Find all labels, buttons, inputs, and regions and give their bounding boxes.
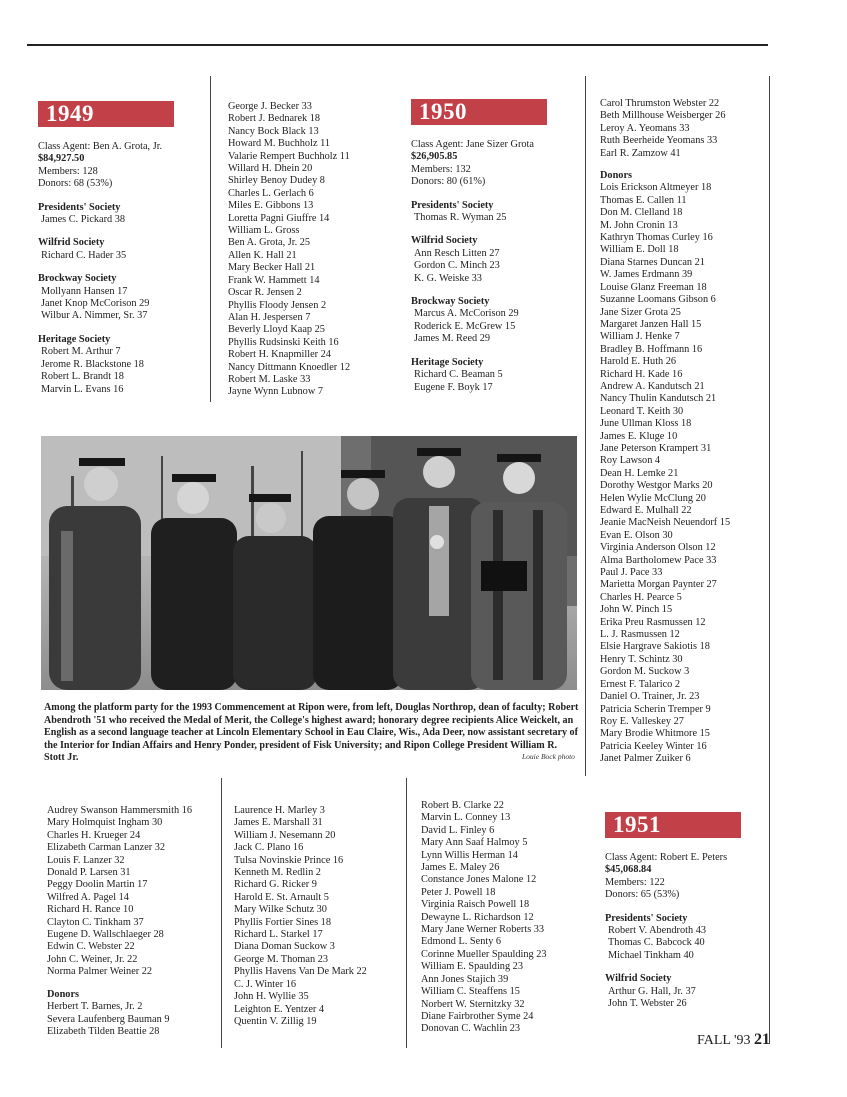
list-item: Leroy A. Yeomans 33 — [600, 122, 690, 134]
list-item: Mary Becker Hall 21 — [228, 262, 316, 274]
list-item: John T. Webster 26 — [608, 998, 687, 1010]
list-item: June Ullman Kloss 18 — [600, 418, 692, 430]
list-item: William J. Henke 7 — [600, 331, 680, 343]
list-item: Ann Resch Litten 27 — [414, 247, 500, 259]
list-item: Lois Erickson Altmeyer 18 — [600, 182, 712, 194]
list-item: Helen Wylie McClung 20 — [600, 492, 706, 504]
list-item: George M. Thoman 23 — [234, 953, 328, 965]
list-item: Diana Starnes Duncan 21 — [600, 256, 705, 268]
list-item: Nancy Bock Black 13 — [228, 125, 319, 137]
list-item: Norma Palmer Weiner 22 — [47, 966, 153, 978]
list-item: Richard H. Kade 16 — [600, 368, 683, 380]
list-item: Robert L. Brandt 18 — [41, 371, 124, 383]
column-divider — [585, 76, 586, 776]
donors-list — [600, 182, 730, 765]
list-item: William E. Doll 18 — [600, 244, 679, 256]
list-item: Jane Sizer Grota 25 — [600, 306, 681, 318]
class-amount: $84,927.50 — [38, 153, 85, 165]
column-divider — [406, 778, 407, 1048]
societies-1950 — [411, 200, 547, 394]
list-item: James E. Maley 26 — [421, 862, 500, 874]
list-item: Peter J. Powell 18 — [421, 886, 496, 898]
year-banner-1949: 1949 — [38, 101, 174, 127]
donors-heading: Donors — [47, 988, 80, 1000]
year-banner-1950: 1950 — [411, 99, 547, 125]
list-item: Erika Preu Rasmussen 12 — [600, 616, 706, 628]
list-item: Loretta Pagni Giuffre 14 — [228, 212, 330, 224]
list-item: Beth Millhouse Weisberger 26 — [600, 110, 726, 122]
list-item: Richard L. Starkel 17 — [234, 929, 323, 941]
list-item: Edwin C. Webster 22 — [47, 941, 135, 953]
list-item: Jerome R. Blackstone 18 — [41, 358, 144, 370]
society-heading: Presidents' Society — [605, 912, 688, 924]
page-footer — [697, 1031, 770, 1049]
list-item: L. J. Rasmussen 12 — [600, 629, 680, 641]
list-item: Donald P. Larsen 31 — [47, 867, 131, 879]
societies-1949 — [38, 202, 174, 396]
list-item: Marietta Morgan Paynter 27 — [600, 579, 717, 591]
list-item: George J. Becker 33 — [228, 101, 312, 112]
list-item: Bradley B. Hoffmann 16 — [600, 343, 703, 355]
list-item: Howard M. Buchholz 11 — [228, 138, 330, 150]
class-1950-continued — [600, 98, 730, 766]
class-amount: $45,068.84 — [605, 864, 652, 876]
commencement-photo — [41, 436, 577, 690]
list-item: Wilbur A. Nimmer, Sr. 37 — [41, 310, 148, 322]
list-item: Marvin L. Conney 13 — [421, 812, 511, 824]
list-item: Mary Holmquist Ingham 30 — [47, 817, 163, 829]
list-item: Richard C. Hader 35 — [41, 249, 127, 261]
list-item: Wilfred A. Pagel 14 — [47, 891, 129, 903]
list-item: Richard H. Rance 10 — [47, 904, 134, 916]
list-item: Carol Thrumston Webster 22 — [600, 98, 720, 109]
column-divider — [769, 76, 770, 1044]
list-item: K. G. Weiske 33 — [414, 272, 482, 284]
list-item: Gordon C. Minch 23 — [414, 260, 500, 272]
list-item: Oscar R. Jensen 2 — [228, 287, 302, 299]
society-heading: Heritage Society — [411, 356, 484, 368]
list-item: Dean H. Lemke 21 — [600, 467, 679, 479]
photo-illustration — [41, 436, 577, 690]
list-item: Robert V. Abendroth 43 — [608, 925, 707, 937]
list-item: Harold E. St. Arnault 5 — [234, 891, 329, 903]
page-number: 21 — [753, 1031, 770, 1048]
list-item: Margaret Janzen Hall 15 — [600, 318, 702, 330]
list-item: James M. Reed 29 — [414, 333, 491, 345]
list-item: Phyllis Floody Jensen 2 — [228, 299, 327, 311]
list-item: Robert M. Laske 33 — [228, 373, 311, 385]
list-item: Audrey Swanson Hammersmith 16 — [47, 805, 192, 816]
list-item: Jeanie MacNeish Neuendorf 15 — [600, 517, 731, 529]
year-banner-1951: 1951 — [605, 812, 741, 838]
list-item: Kenneth M. Redlin 2 — [234, 867, 321, 879]
list-item: Valarie Rempert Buchholz 11 — [228, 150, 350, 162]
list-item: Paul J. Pace 33 — [600, 567, 663, 579]
list-item: Roderick E. McGrew 15 — [414, 320, 516, 332]
list-item: Henry T. Schintz 30 — [600, 653, 683, 665]
list-item: Phyllis Havens Van De Mark 22 — [234, 966, 367, 978]
class-agent: Class Agent: Jane Sizer Grota — [411, 139, 534, 150]
list-item: Diana Doman Suckow 3 — [234, 941, 335, 953]
list-item: Mary Brodie Whitmore 15 — [600, 728, 710, 740]
class-1949-continued — [228, 101, 350, 399]
list-item: Charles H. Krueger 24 — [47, 829, 141, 841]
list-item: Virginia Anderson Olson 12 — [600, 542, 716, 554]
list-item: Patricia Keeley Winter 16 — [600, 740, 707, 752]
list-item: Robert B. Clarke 22 — [421, 800, 504, 811]
list-item: Ann Jones Stajich 39 — [421, 973, 509, 985]
list-item: Constance Jones Malone 12 — [421, 874, 537, 886]
list-item: Marvin L. Evans 16 — [41, 383, 124, 395]
list-item: Dorothy Westgor Marks 20 — [600, 480, 713, 492]
list-item: Herbert T. Barnes, Jr. 2 — [47, 1001, 143, 1013]
list-item: Robert J. Bednarek 18 — [228, 113, 321, 125]
list-item: Richard G. Ricker 9 — [234, 879, 317, 891]
list-item: Ben A. Grota, Jr. 25 — [228, 237, 311, 249]
list-item: Jane Peterson Krampert 31 — [600, 442, 712, 454]
list-item: Charles L. Gerlach 6 — [228, 187, 314, 199]
list-item: Michael Tinkham 40 — [608, 949, 694, 961]
list-item: Eugene D. Wallschlaeger 28 — [47, 929, 164, 941]
list-item: Suzanne Loomans Gibson 6 — [600, 294, 716, 306]
list-item: Nancy Dittmann Knoedler 12 — [228, 361, 351, 373]
list-item: Diane Fairbrother Syme 24 — [421, 1010, 534, 1022]
list-item: Janet Palmer Zuiker 6 — [600, 753, 691, 765]
list-item: Andrew A. Kandutsch 21 — [600, 380, 705, 392]
list-item: Nancy Thulin Kandutsch 21 — [600, 393, 717, 405]
list-item: William C. Steaffens 15 — [421, 986, 520, 998]
photo-caption: Among the platform party for the 1993 Commencement at Ripon were, from left, Douglas Northrop, dean of faculty; Robert Abendroth '51 who received the Medal of Merit, the College's highest award; honorary degree recipients Alice Weickelt, an English as a second language teacher at Lincoln Elementary School in Eau Claire, Wis., Ada Deer, now assistant secretary of the Interior for Indian Affairs and Henry Ponder, president of Fisk University; and Ripon College President William R. Stott Jr. — [44, 702, 579, 764]
list-item: Jayne Wynn Lubnow 7 — [228, 386, 323, 398]
society-heading: Wilfrid Society — [605, 973, 672, 985]
bottom-column-3 — [421, 800, 547, 1036]
list-item: Leighton E. Yentzer 4 — [234, 1003, 325, 1015]
society-heading: Wilfrid Society — [38, 237, 105, 249]
list-item: Gordon M. Suckow 3 — [600, 666, 690, 678]
list-item: Daniel O. Trainer, Jr. 23 — [600, 691, 700, 703]
donors-list — [47, 1001, 192, 1038]
list-item: Norbert W. Sternitzky 32 — [421, 998, 525, 1010]
list-item: Earl R. Zamzow 41 — [600, 147, 681, 159]
list-item: Louis F. Lanzer 32 — [47, 854, 125, 866]
list-item: Severa Laufenberg Bauman 9 — [47, 1013, 170, 1025]
list-item: John H. Wyllie 35 — [234, 991, 309, 1003]
list-item: Allen K. Hall 21 — [228, 249, 297, 261]
list-item: Beverly Lloyd Kaap 25 — [228, 324, 325, 336]
class-agent: Class Agent: Robert E. Peters — [605, 852, 728, 863]
list-item: Clayton C. Tinkham 37 — [47, 916, 144, 928]
societies-1951 — [605, 913, 741, 1011]
list-item: John C. Weiner, Jr. 22 — [47, 953, 138, 965]
class-amount: $26,905.85 — [411, 151, 458, 163]
list-item: Willard H. Dhein 20 — [228, 163, 313, 175]
list-item: Edmond L. Senty 6 — [421, 936, 502, 948]
list-item: Thomas E. Callen 11 — [600, 194, 687, 206]
list-item: Edward E. Mulhall 22 — [600, 505, 692, 516]
list-item: Mary Ann Saaf Halmoy 5 — [421, 837, 528, 849]
column-divider — [221, 778, 222, 1048]
list-item: Donovan C. Wachlin 23 — [421, 1023, 521, 1035]
list-item: William J. Nesemann 20 — [234, 829, 336, 841]
list-item: Peggy Doolin Martin 17 — [47, 879, 148, 891]
list-item: Quentin V. Zillig 19 — [234, 1015, 317, 1027]
list-item: Phyllis Rudsinski Keith 16 — [228, 336, 339, 348]
class-1949-column — [38, 101, 174, 396]
list-item: Shirley Benoy Dudey 8 — [228, 175, 325, 187]
class-1950-column — [411, 99, 547, 394]
list-item: Evan E. Olson 30 — [600, 529, 673, 541]
list-item: Dewayne L. Richardson 12 — [421, 911, 534, 923]
list-item: Alan H. Jespersen 7 — [228, 311, 311, 323]
top-rule — [27, 44, 768, 46]
list-item: Arthur G. Hall, Jr. 37 — [608, 985, 696, 997]
list-item: James E. Kluge 10 — [600, 430, 678, 442]
list-item: Thomas R. Wyman 25 — [414, 212, 507, 224]
list-item: Elsie Hargrave Sakiotis 18 — [600, 641, 710, 653]
names-list — [47, 805, 192, 979]
society-heading: Presidents' Society — [411, 199, 494, 211]
column-divider — [210, 76, 211, 402]
list-item: Don M. Clelland 18 — [600, 207, 683, 219]
list-item: Elizabeth Carman Lanzer 32 — [47, 842, 166, 854]
list-item: Roy Lawson 4 — [600, 455, 661, 467]
class-donors: Donors: 65 (53%) — [605, 889, 680, 901]
list-item: Louise Glanz Freeman 18 — [600, 281, 707, 293]
list-item: Mary Jane Werner Roberts 33 — [421, 924, 545, 936]
bottom-column-2 — [234, 805, 367, 1028]
list-item: William L. Gross — [228, 225, 300, 237]
list-item: Kathryn Thomas Curley 16 — [600, 232, 713, 244]
list-item: Frank W. Hammett 14 — [228, 274, 320, 286]
list-item: Miles E. Gibbons 13 — [228, 200, 314, 212]
list-item: Laurence H. Marley 3 — [234, 805, 325, 816]
list-item: Jack C. Plano 16 — [234, 842, 304, 854]
list-item: Virginia Raisch Powell 18 — [421, 899, 530, 911]
class-1951-column — [605, 812, 741, 1010]
society-heading: Presidents' Society — [38, 201, 121, 213]
list-item: C. J. Winter 16 — [234, 978, 297, 990]
list-item: Roy E. Valleskey 27 — [600, 715, 684, 727]
list-item: Corinne Mueller Spaulding 23 — [421, 948, 547, 960]
list-item: Harold E. Huth 26 — [600, 356, 677, 368]
list-item: W. James Erdmann 39 — [600, 269, 693, 281]
class-members: Members: 132 — [411, 163, 471, 175]
list-item: Leonard T. Keith 30 — [600, 405, 684, 417]
class-agent: Class Agent: Ben A. Grota, Jr. — [38, 141, 163, 152]
class-donors: Donors: 80 (61%) — [411, 176, 486, 188]
class-donors: Donors: 68 (53%) — [38, 178, 113, 190]
list-item: Charles H. Pearce 5 — [600, 591, 682, 603]
list-item: Robert H. Knapmiller 24 — [228, 349, 331, 361]
list-item: Richard C. Beaman 5 — [414, 369, 503, 381]
society-heading: Brockway Society — [411, 296, 490, 308]
list-item: Alma Bartholomew Pace 33 — [600, 554, 717, 566]
class-members: Members: 122 — [605, 876, 665, 888]
list-item: Mollyann Hansen 17 — [41, 285, 128, 297]
issue-label: FALL '93 — [697, 1033, 751, 1048]
list-item: Elizabeth Tilden Beattie 28 — [47, 1025, 160, 1037]
list-item: Marcus A. McCorison 29 — [414, 308, 519, 320]
society-heading: Wilfrid Society — [411, 235, 478, 247]
list-item: M. John Cronin 13 — [600, 219, 678, 231]
list-item: Mary Wilke Schutz 30 — [234, 904, 327, 916]
list-item: Robert M. Arthur 7 — [41, 346, 121, 358]
photo-credit: Louie Bock photo — [522, 752, 575, 761]
list-item: Lynn Willis Herman 14 — [421, 849, 518, 861]
donors-heading: Donors — [600, 170, 633, 182]
list-item: Ruth Beerheide Yeomans 33 — [600, 135, 718, 147]
list-item: James C. Pickard 38 — [41, 214, 126, 226]
list-item: Thomas C. Babcock 40 — [608, 937, 705, 949]
list-item: John W. Pinch 15 — [600, 604, 673, 616]
society-heading: Heritage Society — [38, 333, 111, 345]
society-heading: Brockway Society — [38, 273, 117, 285]
list-item: William E. Spaulding 23 — [421, 961, 523, 973]
bottom-column-1 — [47, 805, 192, 1038]
list-item: James E. Marshall 31 — [234, 817, 323, 829]
class-members: Members: 128 — [38, 165, 98, 177]
list-item: Patricia Scherin Tremper 9 — [600, 703, 711, 715]
list-item: David L. Finley 6 — [421, 824, 495, 836]
list-item: Tulsa Novinskie Prince 16 — [234, 854, 344, 866]
list-item: Phyllis Fortier Sines 18 — [234, 916, 331, 928]
list-item: Janet Knop McCorison 29 — [41, 298, 150, 310]
list-item: Eugene F. Boyk 17 — [414, 381, 493, 393]
list-item: Ernest F. Talarico 2 — [600, 678, 681, 690]
names-top — [600, 98, 730, 160]
